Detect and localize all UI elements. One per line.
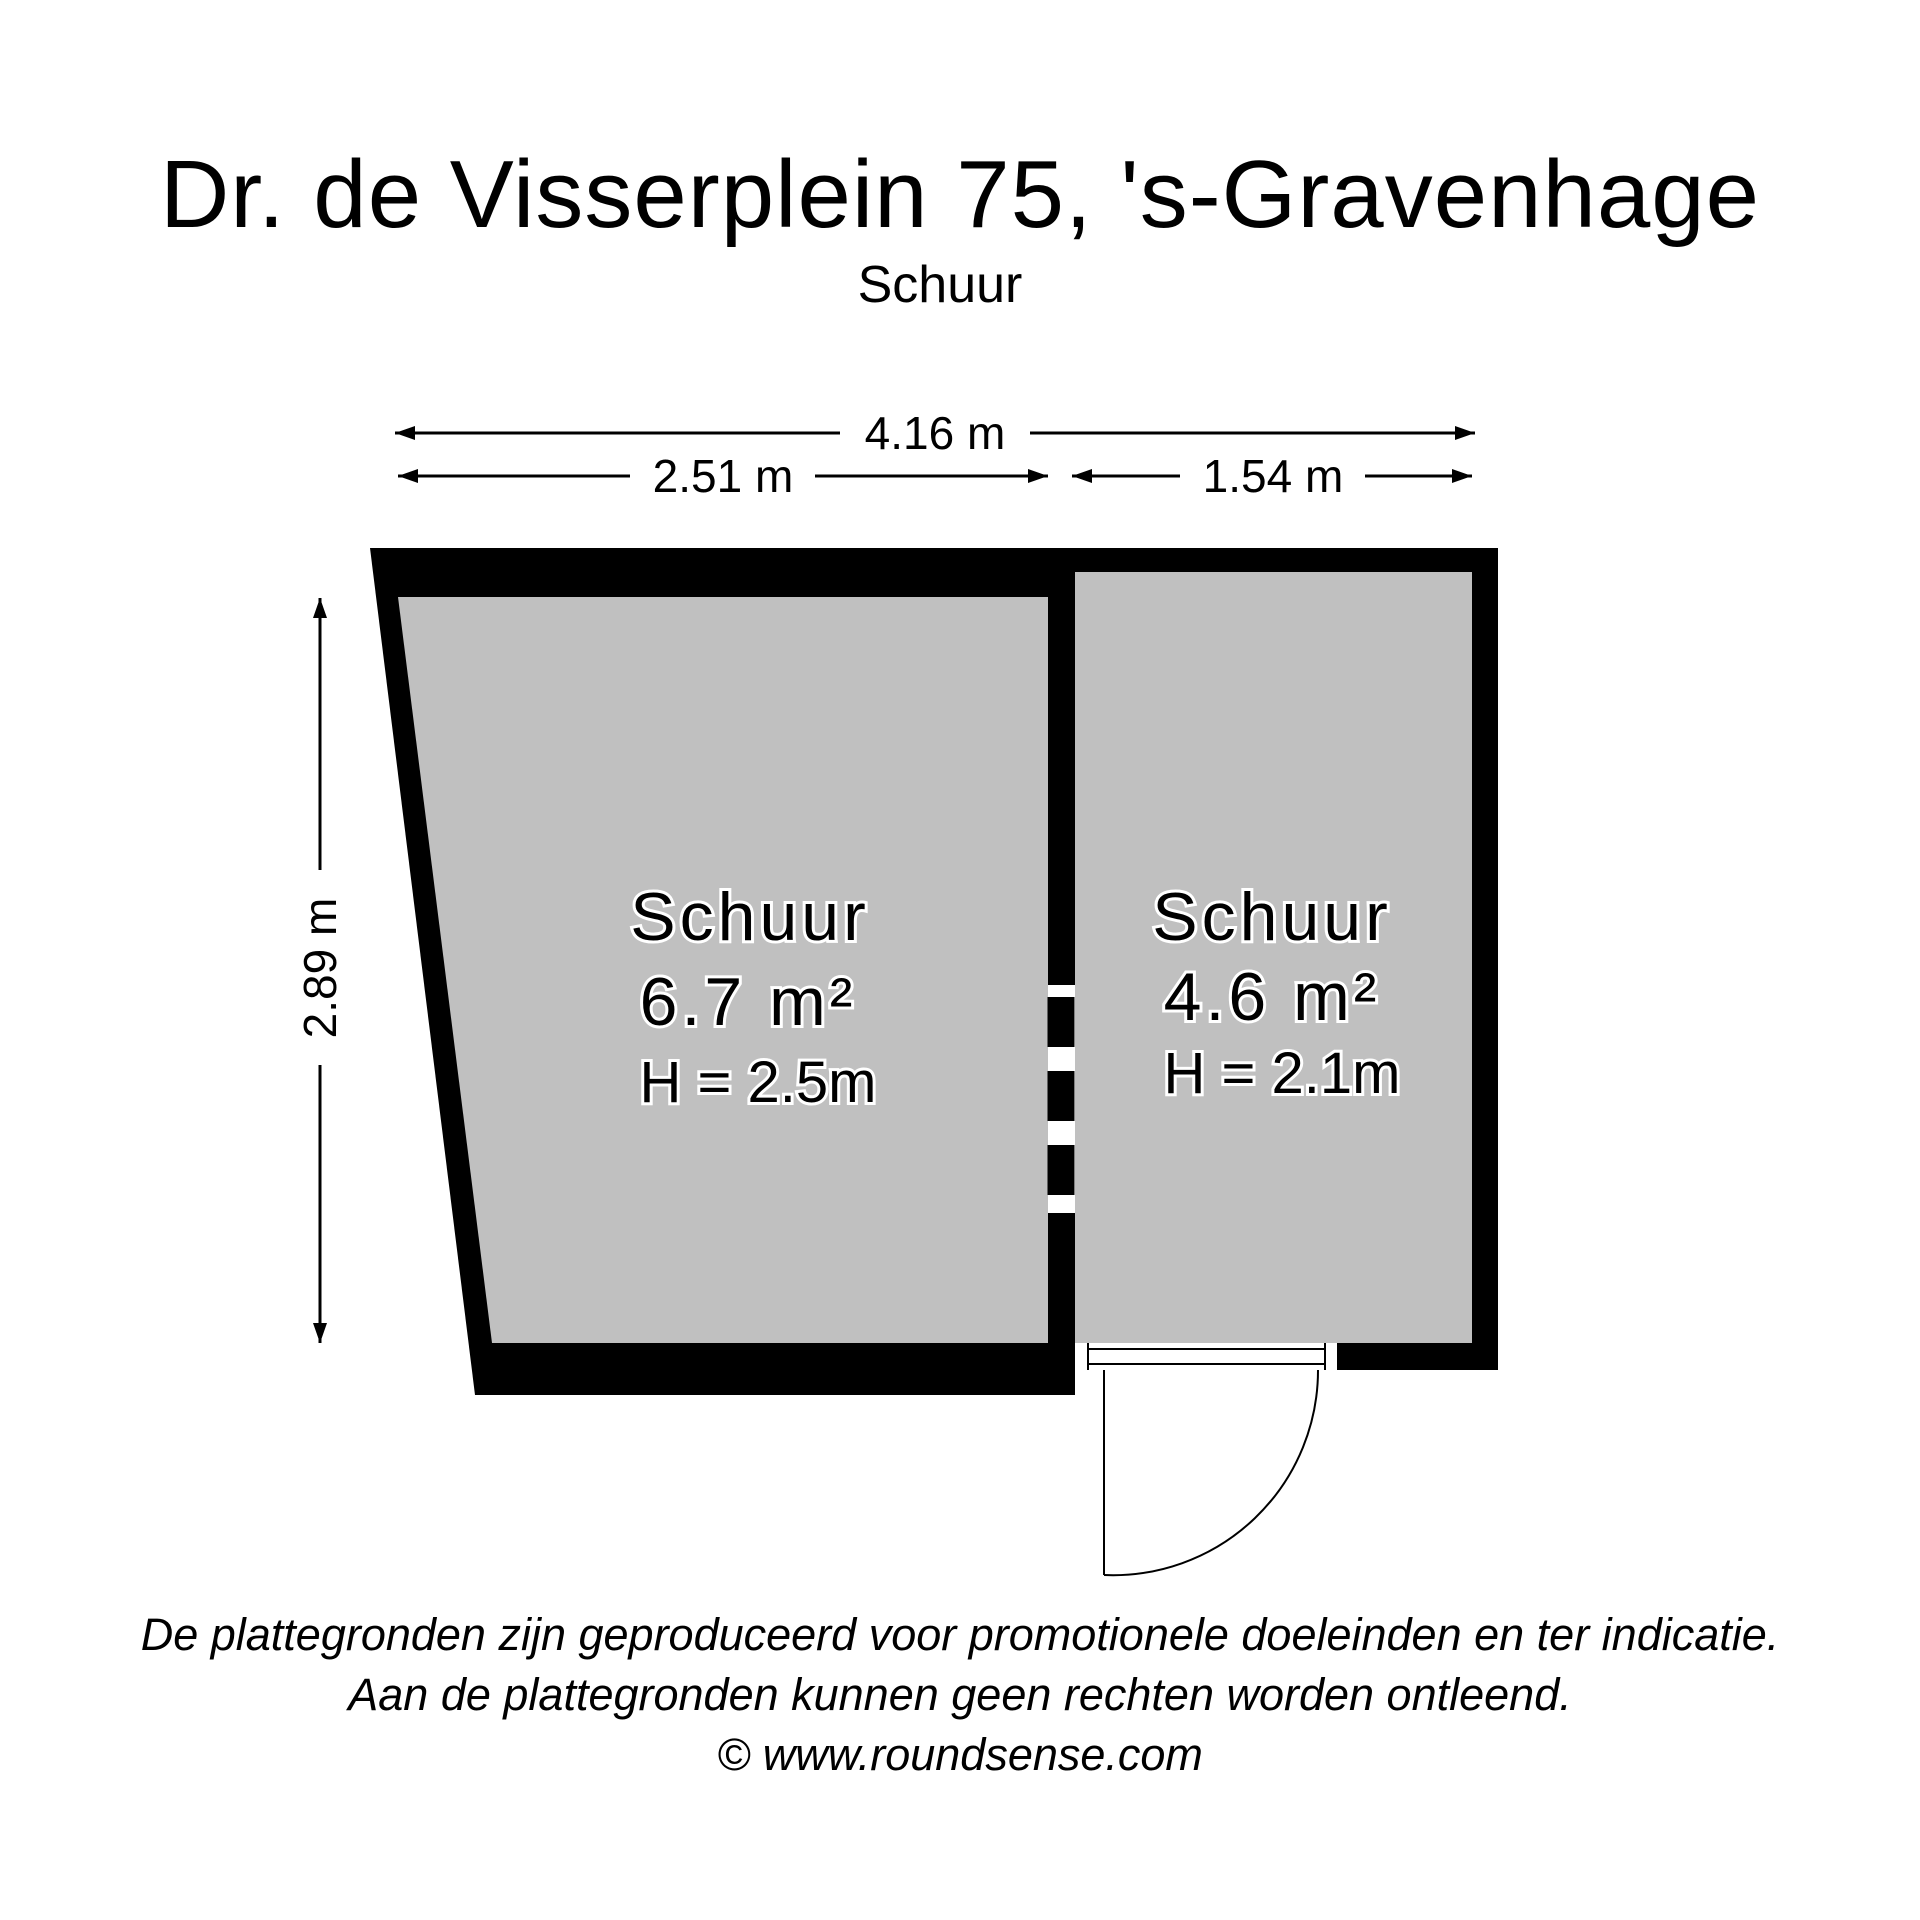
disclaimer-line-2: Aan de plattegronden kunnen geen rechten worden ontleend. [348, 1669, 1572, 1720]
disclaimer-line-1: De plattegronden zijn geproduceerd voor promotionele doeleinden en ter indicatie. [140, 1609, 1780, 1660]
interior-opening [1048, 985, 1075, 1213]
room-label-left [630, 879, 876, 1115]
dimension-label-height: 2.89 m [294, 897, 346, 1039]
room-area: 6.7 m² [639, 964, 857, 1040]
disclaimer [0, 1605, 1920, 1785]
door-gap [1075, 1343, 1337, 1370]
copyright-line: © www.roundsense.com [717, 1729, 1203, 1780]
floor-right-room [1075, 572, 1472, 1343]
dimension-label-right-width: 1.54 m [1202, 450, 1344, 502]
room-area: 4.6 m² [1163, 959, 1381, 1035]
page-title: Dr. de Visserplein 75, 's-Gravenhage [159, 141, 1761, 248]
door-swing-arc [1104, 1370, 1318, 1575]
floors [398, 572, 1472, 1343]
page-subtitle: Schuur [857, 256, 1023, 314]
dimension-label-left-width: 2.51 m [652, 450, 794, 502]
dimension-label-total-width: 4.16 m [864, 407, 1006, 459]
room-name: Schuur [630, 879, 870, 955]
entrance-door [1075, 1343, 1337, 1575]
dimension-right-width [1072, 450, 1472, 502]
room-label-right [1152, 879, 1400, 1106]
dimension-height [294, 598, 346, 1343]
room-height: H = 2.5m [639, 1050, 877, 1115]
room-name: Schuur [1152, 879, 1392, 955]
room-height: H = 2.1m [1163, 1041, 1401, 1106]
